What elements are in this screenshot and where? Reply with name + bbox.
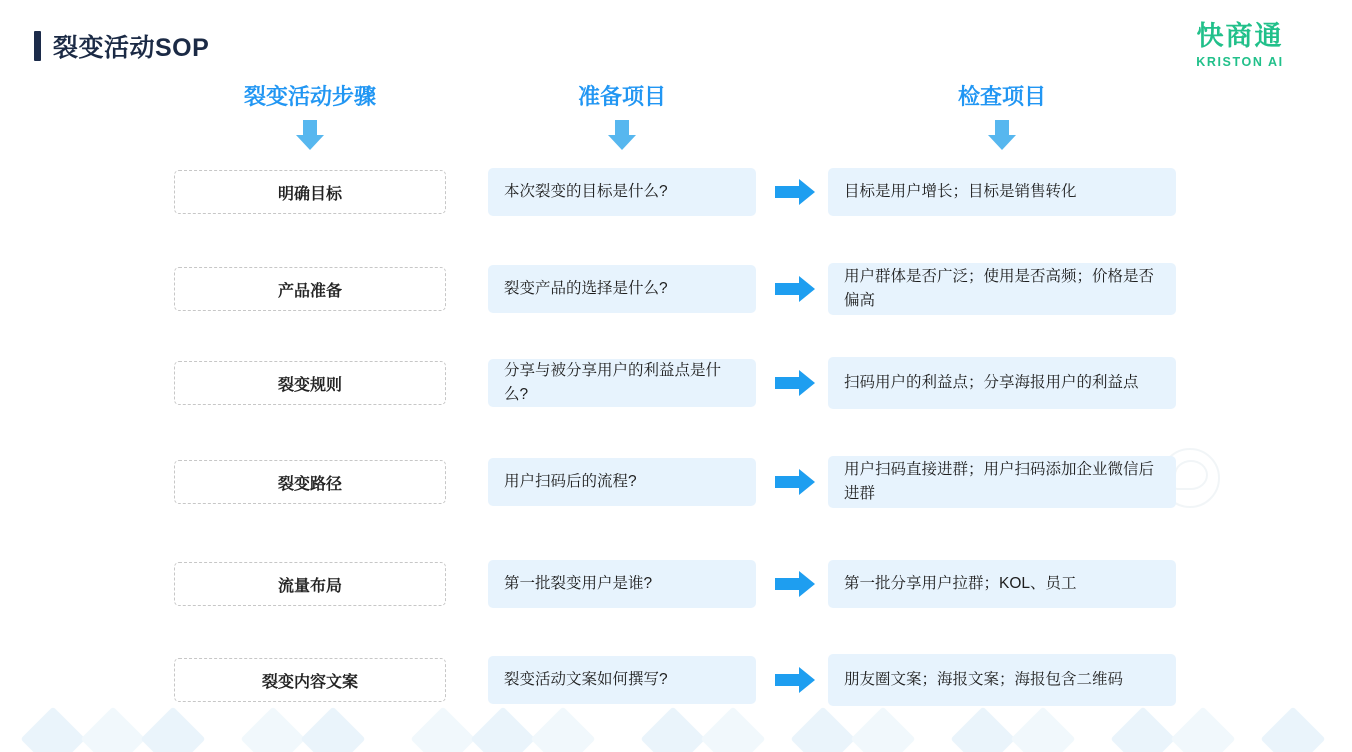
down-arrow-icon	[985, 118, 1019, 152]
preparation-box[interactable]: 裂变活动文案如何撰写?	[488, 656, 756, 704]
check-box[interactable]: 用户群体是否广泛；使用是否高频；价格是否偏高	[828, 263, 1176, 315]
right-arrow-icon	[775, 179, 815, 205]
preparation-box[interactable]: 裂变产品的选择是什么?	[488, 265, 756, 313]
check-box[interactable]: 目标是用户增长；目标是销售转化	[828, 168, 1176, 216]
check-box[interactable]: 用户扫码直接进群；用户扫码添加企业微信后进群	[828, 456, 1176, 508]
page-title-row	[34, 28, 209, 64]
brand-logo-name: 快商通	[1196, 21, 1284, 51]
column-header-check: 检查项目	[957, 84, 1046, 109]
preparation-box[interactable]: 第一批裂变用户是谁?	[488, 560, 756, 608]
preparation-box[interactable]: 用户扫码后的流程?	[488, 458, 756, 506]
brand-logo	[1170, 22, 1310, 69]
step-box[interactable]: 产品准备	[174, 267, 446, 311]
title-accent-bar	[34, 31, 41, 61]
check-box[interactable]: 扫码用户的利益点；分享海报用户的利益点	[828, 357, 1176, 409]
step-box[interactable]: 裂变规则	[174, 361, 446, 405]
brand-logo-subtitle: KRISTON AI	[1196, 54, 1284, 69]
right-arrow-icon	[775, 667, 815, 693]
right-arrow-icon	[775, 571, 815, 597]
check-box[interactable]: 第一批分享用户拉群；KOL、员工	[828, 560, 1176, 608]
down-arrow-icon	[605, 118, 639, 152]
step-box[interactable]: 明确目标	[174, 170, 446, 214]
step-box[interactable]: 裂变内容文案	[174, 658, 446, 702]
check-box[interactable]: 朋友圈文案；海报文案；海报包含二维码	[828, 654, 1176, 706]
step-box[interactable]: 裂变路径	[174, 460, 446, 504]
down-arrow-icon	[293, 118, 327, 152]
preparation-box[interactable]: 本次裂变的目标是什么?	[488, 168, 756, 216]
column-header-steps: 裂变活动步骤	[243, 84, 376, 109]
preparation-box[interactable]: 分享与被分享用户的利益点是什么?	[488, 359, 756, 407]
right-arrow-icon	[775, 469, 815, 495]
column-header-preparation: 准备项目	[577, 84, 666, 109]
right-arrow-icon	[775, 370, 815, 396]
right-arrow-icon	[775, 276, 815, 302]
step-box[interactable]: 流量布局	[174, 562, 446, 606]
page-title: 裂变活动SOP	[53, 34, 210, 62]
